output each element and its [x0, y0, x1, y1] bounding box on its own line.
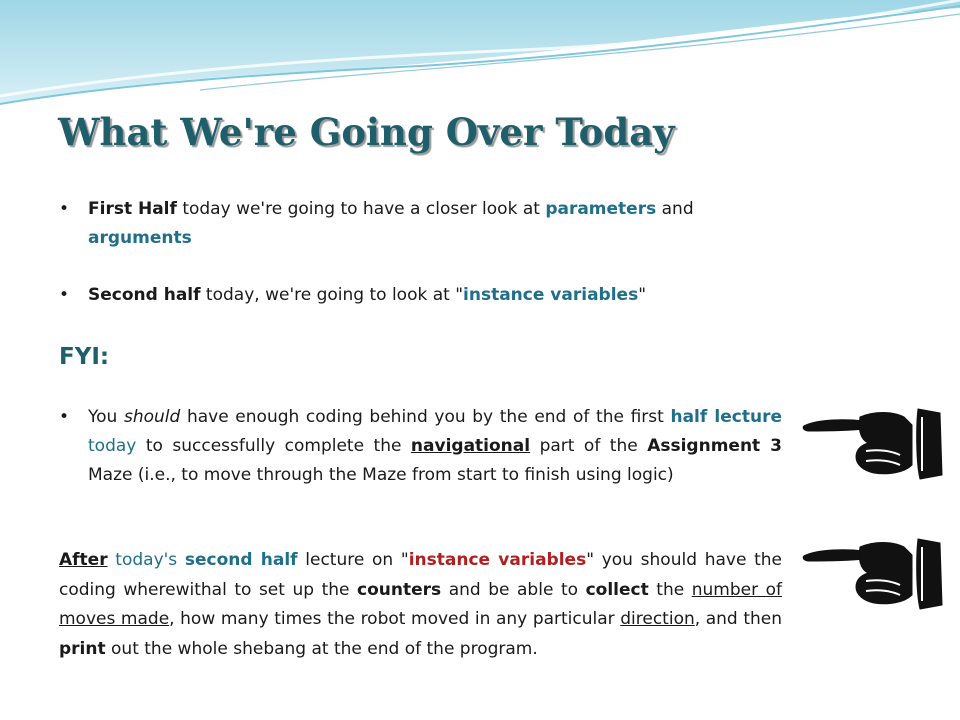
slide-title: What We're Going Over Today — [58, 110, 675, 154]
fyi-heading: FYI: — [59, 344, 110, 370]
keyword-assignment: Assignment 3 — [647, 436, 782, 456]
keyword-navigational: navigational — [410, 436, 531, 456]
keyword-after: After — [59, 550, 108, 570]
keyword-arguments: arguments — [88, 228, 192, 248]
keyword-direction: direction — [620, 609, 695, 629]
bullet-dot-icon: • — [59, 285, 70, 305]
bullet-dot-icon: • — [59, 407, 70, 427]
bullet-dot-icon: • — [59, 199, 70, 219]
after-paragraph: After today's second half lecture on "instance variables" you should have the coding wherewithal to set up the counters and be able to collect the number of moves made, how many times the robot moved in any particular direction, and then print out the whole shebang at the end of the program. — [59, 550, 783, 659]
keyword-parameters: parameters — [545, 199, 657, 219]
keyword-instance-variables-red: instance variables — [408, 550, 587, 570]
bullet-first-half: • First Half today we're going to have a closer look at parameters and arguments — [88, 195, 768, 253]
keyword-counters: counters — [357, 579, 442, 600]
pointing-hand-icon — [800, 533, 944, 613]
bullet-lead: First Half — [88, 199, 177, 219]
keyword-number-moves: number of moves made — [59, 579, 783, 629]
header-decoration — [0, 0, 960, 120]
keyword-half-lecture: half lecture — [670, 407, 783, 427]
keyword-collect: collect — [585, 579, 649, 600]
keyword-print: print — [59, 638, 106, 659]
pointing-hand-icon — [800, 403, 944, 483]
bullet-lead: Second half — [88, 285, 201, 305]
keyword-instance-variables: instance variables — [463, 285, 639, 305]
bullet-second-half: • Second half today, we're going to look at "instance variables" — [88, 281, 768, 310]
keyword-second-half: second half — [184, 550, 298, 570]
bullet-fyi: • You should have enough coding behind you by the end of the first half lecture today to successfully complete the navigational part of the Assignment 3 Maze (i.e., to move through the Maze from start to finish using logic) — [88, 403, 782, 490]
